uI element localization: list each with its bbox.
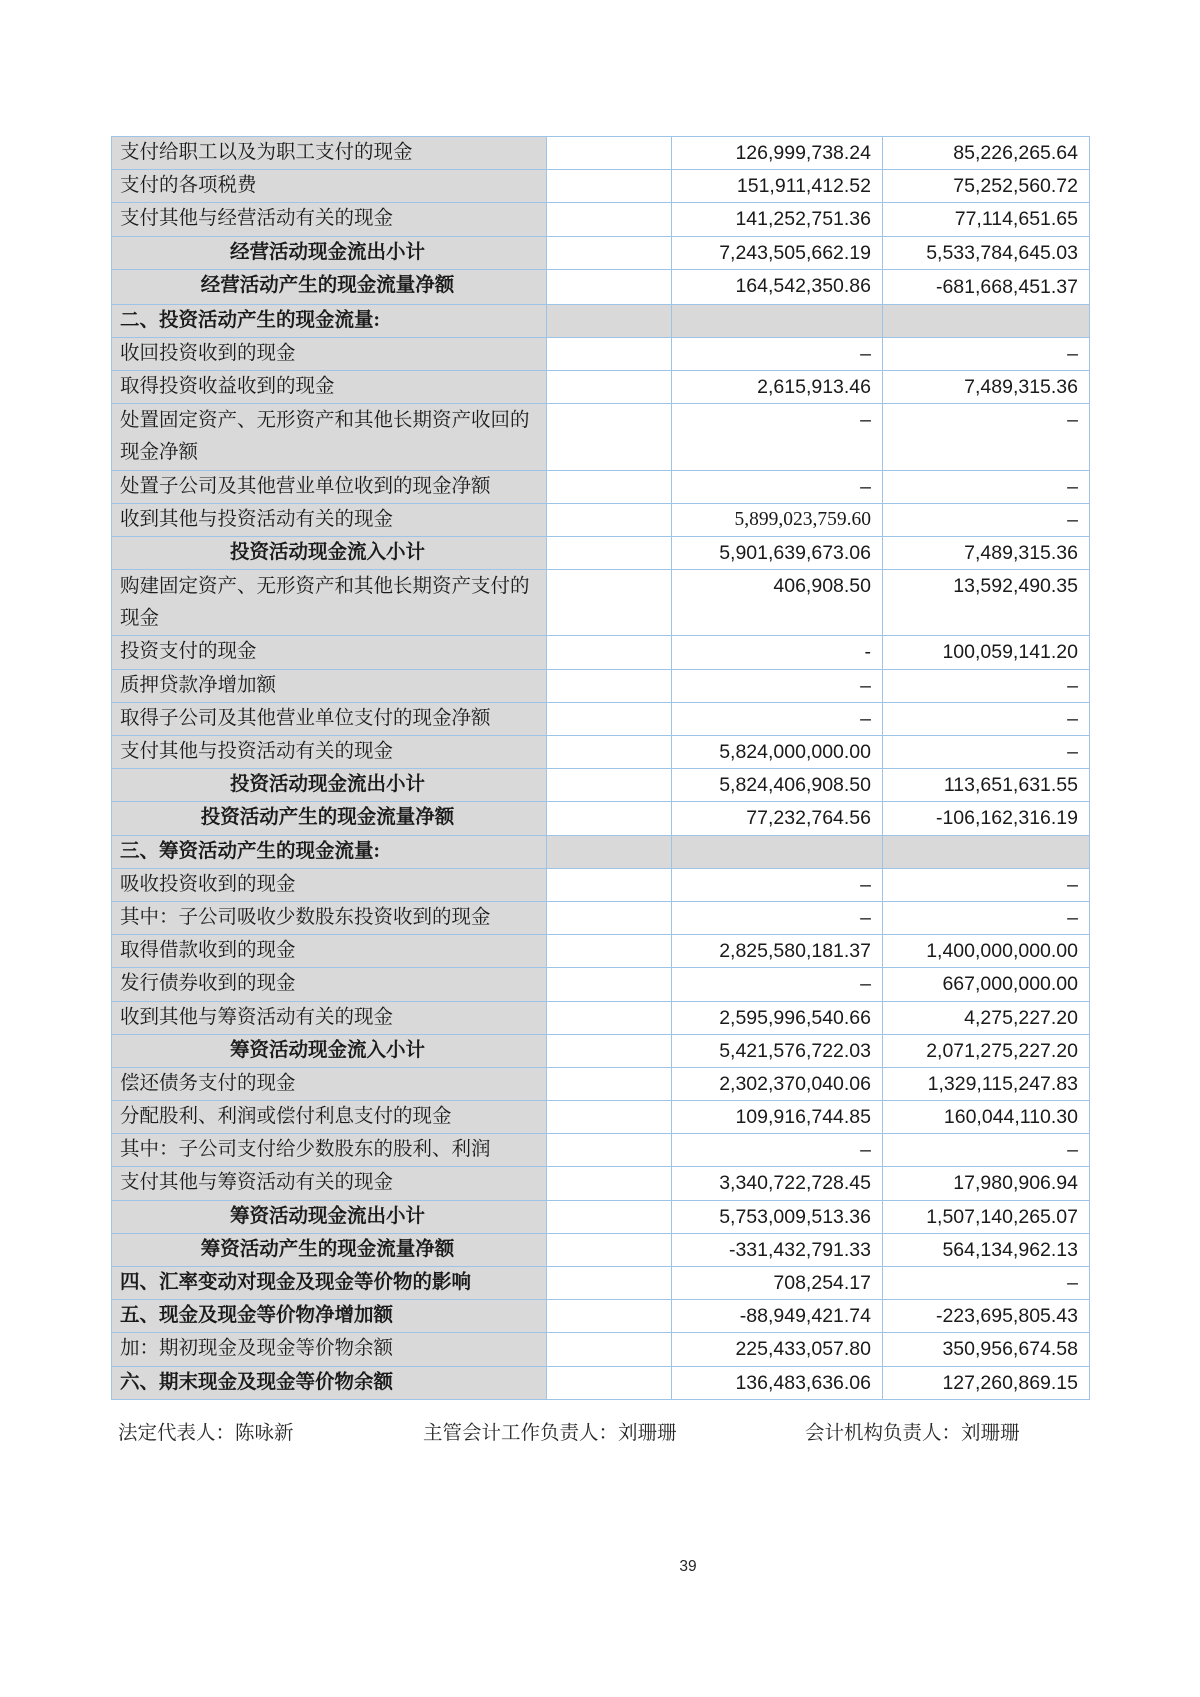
table-row bbox=[112, 570, 1090, 636]
legal-representative-text: 法定代表人：陈咏新 bbox=[118, 1423, 294, 1444]
item-label: 投资活动现金流出小计 bbox=[112, 769, 547, 802]
prior-period-value: -106,162,316.19 bbox=[883, 802, 1090, 835]
table-row bbox=[112, 1366, 1090, 1399]
item-label: 处置子公司及其他营业单位收到的现金净额 bbox=[112, 470, 547, 503]
current-period-value: 2,825,580,181.37 bbox=[672, 935, 883, 968]
table-row bbox=[112, 304, 1090, 337]
item-label: 筹资活动产生的现金流量净额 bbox=[112, 1233, 547, 1266]
note-cell bbox=[547, 802, 672, 835]
prior-period-value: 127,260,869.15 bbox=[883, 1366, 1090, 1399]
item-label: 二、投资活动产生的现金流量: bbox=[112, 304, 547, 337]
table-row bbox=[112, 802, 1090, 835]
prior-period-value: 85,226,265.64 bbox=[883, 137, 1090, 170]
current-period-value: 5,901,639,673.06 bbox=[672, 536, 883, 569]
table-row bbox=[112, 1267, 1090, 1300]
prior-period-value: 7,489,315.36 bbox=[883, 536, 1090, 569]
current-period-value: 2,595,996,540.66 bbox=[672, 1001, 883, 1034]
item-label: 处置固定资产、无形资产和其他长期资产收回的现金净额 bbox=[112, 404, 547, 470]
table-row bbox=[112, 1333, 1090, 1366]
note-cell bbox=[547, 1001, 672, 1034]
note-cell bbox=[547, 769, 672, 802]
prior-period-value bbox=[883, 835, 1090, 868]
prior-period-value: – bbox=[883, 404, 1090, 470]
prior-period-value: 4,275,227.20 bbox=[883, 1001, 1090, 1034]
item-label: 收回投资收到的现金 bbox=[112, 337, 547, 370]
prior-period-value: – bbox=[883, 1134, 1090, 1167]
table-row bbox=[112, 371, 1090, 404]
current-period-value: 151,911,412.52 bbox=[672, 170, 883, 203]
current-period-value: 225,433,057.80 bbox=[672, 1333, 883, 1366]
item-label: 分配股利、利润或偿付利息支付的现金 bbox=[112, 1101, 547, 1134]
current-period-value: – bbox=[672, 404, 883, 470]
current-period-value: – bbox=[672, 901, 883, 934]
prior-period-value: – bbox=[883, 736, 1090, 769]
current-period-value: 109,916,744.85 bbox=[672, 1101, 883, 1134]
prior-period-value: – bbox=[883, 503, 1090, 536]
note-cell bbox=[547, 1167, 672, 1200]
table-row bbox=[112, 769, 1090, 802]
table-row bbox=[112, 1101, 1090, 1134]
table-row bbox=[112, 503, 1090, 536]
table-row bbox=[112, 337, 1090, 370]
table-row bbox=[112, 1300, 1090, 1333]
current-period-value: 5,824,406,908.50 bbox=[672, 769, 883, 802]
table-row bbox=[112, 1034, 1090, 1067]
current-period-value: – bbox=[672, 470, 883, 503]
prior-period-value: – bbox=[883, 1267, 1090, 1300]
current-period-value: 141,252,751.36 bbox=[672, 203, 883, 236]
note-cell bbox=[547, 1101, 672, 1134]
note-cell bbox=[547, 1267, 672, 1300]
accounting-department-head-text: 会计机构负责人：刘珊珊 bbox=[805, 1423, 1020, 1444]
table-row bbox=[112, 636, 1090, 669]
table-row bbox=[112, 269, 1090, 304]
current-period-value: 126,999,738.24 bbox=[672, 137, 883, 170]
current-period-value: -331,432,791.33 bbox=[672, 1233, 883, 1266]
table-row bbox=[112, 835, 1090, 868]
chief-accountant-text: 主管会计工作负责人：刘珊珊 bbox=[423, 1423, 677, 1444]
prior-period-value: – bbox=[883, 901, 1090, 934]
prior-period-value: 13,592,490.35 bbox=[883, 570, 1090, 636]
prior-period-value: – bbox=[883, 470, 1090, 503]
table-row bbox=[112, 1200, 1090, 1233]
note-cell bbox=[547, 236, 672, 269]
item-label: 支付其他与经营活动有关的现金 bbox=[112, 203, 547, 236]
prior-period-value: 5,533,784,645.03 bbox=[883, 236, 1090, 269]
note-cell bbox=[547, 935, 672, 968]
note-cell bbox=[547, 337, 672, 370]
item-label: 四、汇率变动对现金及现金等价物的影响 bbox=[112, 1267, 547, 1300]
prior-period-value: 7,489,315.36 bbox=[883, 371, 1090, 404]
current-period-value: 3,340,722,728.45 bbox=[672, 1167, 883, 1200]
current-period-value: - bbox=[672, 636, 883, 669]
prior-period-value: 1,400,000,000.00 bbox=[883, 935, 1090, 968]
note-cell bbox=[547, 404, 672, 470]
note-cell bbox=[547, 1034, 672, 1067]
current-period-value: -88,949,421.74 bbox=[672, 1300, 883, 1333]
current-period-value bbox=[672, 835, 883, 868]
cash-flow-statement-table bbox=[111, 136, 1090, 1400]
prior-period-value: – bbox=[883, 669, 1090, 702]
note-cell bbox=[547, 1134, 672, 1167]
signature-footer bbox=[0, 1417, 1200, 1449]
item-label: 六、期末现金及现金等价物余额 bbox=[112, 1366, 547, 1399]
item-label: 支付其他与筹资活动有关的现金 bbox=[112, 1167, 547, 1200]
table-row bbox=[112, 868, 1090, 901]
item-label: 筹资活动现金流出小计 bbox=[112, 1200, 547, 1233]
table-row bbox=[112, 1233, 1090, 1266]
note-cell bbox=[547, 371, 672, 404]
current-period-value: – bbox=[672, 1134, 883, 1167]
item-label: 三、筹资活动产生的现金流量: bbox=[112, 835, 547, 868]
table-row bbox=[112, 901, 1090, 934]
item-label: 筹资活动现金流入小计 bbox=[112, 1034, 547, 1067]
item-label: 其中：子公司支付给少数股东的股利、利润 bbox=[112, 1134, 547, 1167]
item-label: 购建固定资产、无形资产和其他长期资产支付的现金 bbox=[112, 570, 547, 636]
note-cell bbox=[547, 304, 672, 337]
note-cell bbox=[547, 269, 672, 304]
prior-period-value: 160,044,110.30 bbox=[883, 1101, 1090, 1134]
table-row bbox=[112, 203, 1090, 236]
current-period-value: 164,542,350.86 bbox=[672, 269, 883, 304]
table-row bbox=[112, 1001, 1090, 1034]
item-label: 吸收投资收到的现金 bbox=[112, 868, 547, 901]
item-label: 偿还债务支付的现金 bbox=[112, 1067, 547, 1100]
current-period-value: 2,615,913.46 bbox=[672, 371, 883, 404]
item-label: 经营活动现金流出小计 bbox=[112, 236, 547, 269]
note-cell bbox=[547, 1366, 672, 1399]
note-cell bbox=[547, 1300, 672, 1333]
prior-period-value: -681,668,451.37 bbox=[883, 269, 1090, 304]
prior-period-value: – bbox=[883, 337, 1090, 370]
table-row bbox=[112, 702, 1090, 735]
item-label: 取得借款收到的现金 bbox=[112, 935, 547, 968]
item-label: 其中：子公司吸收少数股东投资收到的现金 bbox=[112, 901, 547, 934]
note-cell bbox=[547, 669, 672, 702]
prior-period-value: 77,114,651.65 bbox=[883, 203, 1090, 236]
current-period-value: 5,824,000,000.00 bbox=[672, 736, 883, 769]
current-period-value: – bbox=[672, 702, 883, 735]
prior-period-value: 350,956,674.58 bbox=[883, 1333, 1090, 1366]
current-period-value: 406,908.50 bbox=[672, 570, 883, 636]
note-cell bbox=[547, 736, 672, 769]
prior-period-value: 1,329,115,247.83 bbox=[883, 1067, 1090, 1100]
prior-period-value: 1,507,140,265.07 bbox=[883, 1200, 1090, 1233]
table-row bbox=[112, 470, 1090, 503]
item-label: 发行债券收到的现金 bbox=[112, 968, 547, 1001]
item-label: 收到其他与投资活动有关的现金 bbox=[112, 503, 547, 536]
table-row bbox=[112, 935, 1090, 968]
note-cell bbox=[547, 470, 672, 503]
prior-period-value: 113,651,631.55 bbox=[883, 769, 1090, 802]
item-label: 支付给职工以及为职工支付的现金 bbox=[112, 137, 547, 170]
table-row bbox=[112, 536, 1090, 569]
note-cell bbox=[547, 1067, 672, 1100]
current-period-value: 2,302,370,040.06 bbox=[672, 1067, 883, 1100]
prior-period-value bbox=[883, 304, 1090, 337]
item-label: 五、现金及现金等价物净增加额 bbox=[112, 1300, 547, 1333]
item-label: 支付其他与投资活动有关的现金 bbox=[112, 736, 547, 769]
table-row bbox=[112, 1167, 1090, 1200]
note-cell bbox=[547, 835, 672, 868]
current-period-value: 708,254.17 bbox=[672, 1267, 883, 1300]
note-cell bbox=[547, 570, 672, 636]
prior-period-value: 564,134,962.13 bbox=[883, 1233, 1090, 1266]
current-period-value: 5,899,023,759.60 bbox=[672, 503, 883, 536]
prior-period-value: 2,071,275,227.20 bbox=[883, 1034, 1090, 1067]
note-cell bbox=[547, 901, 672, 934]
table-row bbox=[112, 170, 1090, 203]
current-period-value: – bbox=[672, 669, 883, 702]
current-period-value: 5,421,576,722.03 bbox=[672, 1034, 883, 1067]
note-cell bbox=[547, 1233, 672, 1266]
current-period-value: – bbox=[672, 968, 883, 1001]
note-cell bbox=[547, 868, 672, 901]
prior-period-value: 667,000,000.00 bbox=[883, 968, 1090, 1001]
current-period-value: – bbox=[672, 868, 883, 901]
current-period-value: 77,232,764.56 bbox=[672, 802, 883, 835]
table-row bbox=[112, 669, 1090, 702]
note-cell bbox=[547, 1200, 672, 1233]
cash-flow-table-body bbox=[112, 137, 1090, 1400]
prior-period-value: -223,695,805.43 bbox=[883, 1300, 1090, 1333]
prior-period-value: 17,980,906.94 bbox=[883, 1167, 1090, 1200]
note-cell bbox=[547, 968, 672, 1001]
page-number: 39 bbox=[679, 1558, 697, 1575]
table-row bbox=[112, 968, 1090, 1001]
current-period-value: 5,753,009,513.36 bbox=[672, 1200, 883, 1233]
table-row bbox=[112, 736, 1090, 769]
note-cell bbox=[547, 203, 672, 236]
item-label: 投资支付的现金 bbox=[112, 636, 547, 669]
table-row bbox=[112, 137, 1090, 170]
current-period-value: – bbox=[672, 337, 883, 370]
note-cell bbox=[547, 1333, 672, 1366]
item-label: 经营活动产生的现金流量净额 bbox=[112, 269, 547, 304]
prior-period-value: 75,252,560.72 bbox=[883, 170, 1090, 203]
note-cell bbox=[547, 702, 672, 735]
note-cell bbox=[547, 636, 672, 669]
current-period-value: 136,483,636.06 bbox=[672, 1366, 883, 1399]
prior-period-value: – bbox=[883, 702, 1090, 735]
prior-period-value: 100,059,141.20 bbox=[883, 636, 1090, 669]
note-cell bbox=[547, 536, 672, 569]
note-cell bbox=[547, 170, 672, 203]
table-row bbox=[112, 404, 1090, 470]
prior-period-value: – bbox=[883, 868, 1090, 901]
item-label: 收到其他与筹资活动有关的现金 bbox=[112, 1001, 547, 1034]
table-row bbox=[112, 1134, 1090, 1167]
table-row bbox=[112, 1067, 1090, 1100]
item-label: 投资活动现金流入小计 bbox=[112, 536, 547, 569]
note-cell bbox=[547, 503, 672, 536]
item-label: 支付的各项税费 bbox=[112, 170, 547, 203]
note-cell bbox=[547, 137, 672, 170]
item-label: 质押贷款净增加额 bbox=[112, 669, 547, 702]
table-row bbox=[112, 236, 1090, 269]
item-label: 取得投资收益收到的现金 bbox=[112, 371, 547, 404]
current-period-value bbox=[672, 304, 883, 337]
item-label: 取得子公司及其他营业单位支付的现金净额 bbox=[112, 702, 547, 735]
current-period-value: 7,243,505,662.19 bbox=[672, 236, 883, 269]
item-label: 投资活动产生的现金流量净额 bbox=[112, 802, 547, 835]
item-label: 加：期初现金及现金等价物余额 bbox=[112, 1333, 547, 1366]
